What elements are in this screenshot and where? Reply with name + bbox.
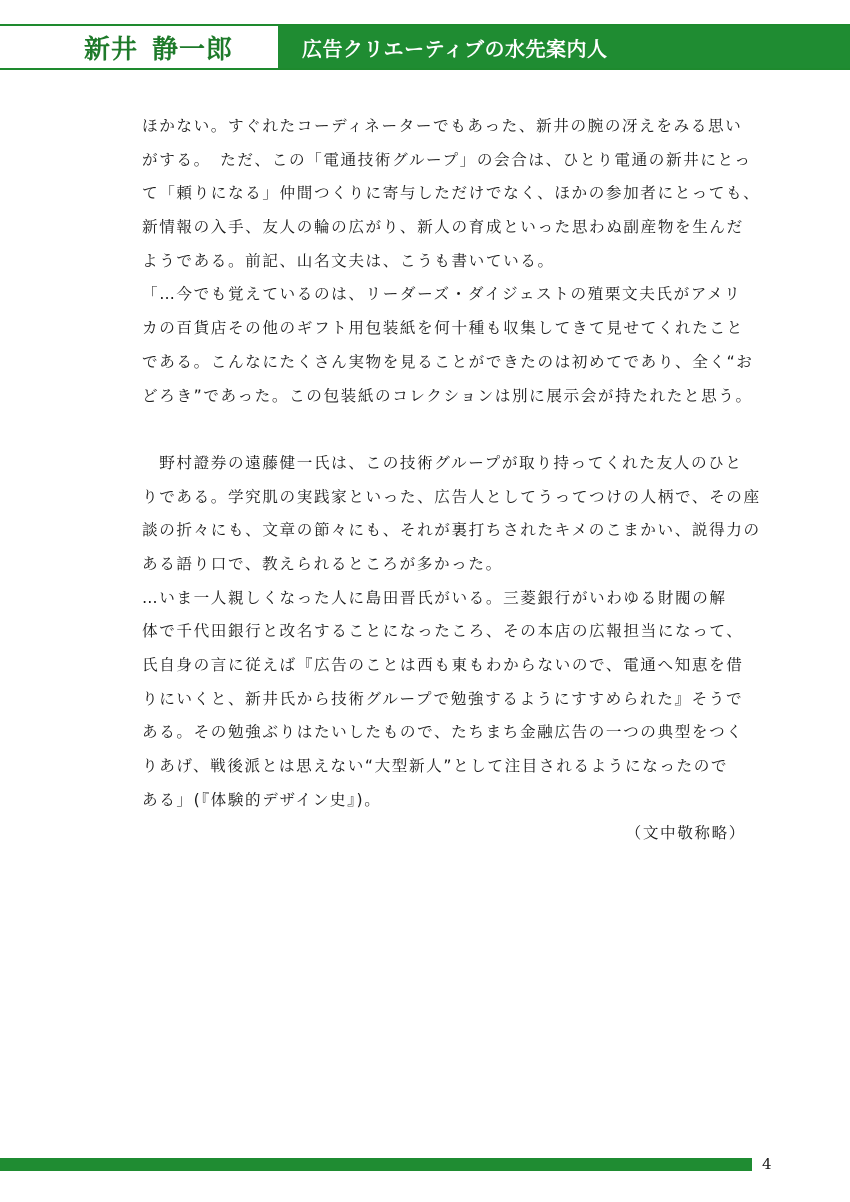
text-line: どろき”であった。この包装紙のコレクションは別に展示会が持たれたと思う。 bbox=[142, 386, 753, 405]
text-line: て「頼りになる」仲間つくりに寄与しただけでなく、ほかの参加者にとっても、 bbox=[142, 184, 761, 203]
text-line: 氏自身の言に従えば『広告のことは西も東もわからないので、電通へ知恵を借 bbox=[142, 656, 744, 674]
text-line: ある。その勉強ぶりはたいしたもので、たちまち金融広告の一つの典型をつく bbox=[142, 723, 744, 742]
page-header bbox=[0, 24, 850, 70]
text-line: 野村證券の遠藤健一氏は、この技術グループが取り持ってくれた友人のひと bbox=[142, 453, 743, 472]
paragraph-spacer bbox=[142, 413, 750, 447]
closing-note: （文中敬称略） bbox=[625, 824, 746, 843]
text-line: りである。学究肌の実践家といった、広告人としてうってつけの人柄で、その座 bbox=[142, 487, 761, 506]
text-line: りにいくと、新井氏から技術グループで勉強するようにすすめられた』そうで bbox=[142, 689, 744, 708]
text-line: ほかない。すぐれたコーディネーターでもあった、新井の腕の冴えをみる思い bbox=[142, 117, 743, 135]
text-line: …いま一人親しくなった人に島田晋氏がいる。三菱銀行がいわゆる財閥の解 bbox=[142, 588, 727, 607]
header-title-band bbox=[278, 26, 850, 68]
text-line: 「…今でも覚えているのは、リーダーズ・ダイジェストの殖栗文夫氏がアメリ bbox=[142, 285, 742, 304]
page-number: 4 bbox=[762, 1155, 772, 1173]
author-given-name: 静一郎 bbox=[152, 34, 234, 65]
text-line: ようである。前記、山名文夫は、こうも書いている。 bbox=[142, 251, 555, 270]
author-surname: 新井 bbox=[84, 34, 139, 65]
footer-bar bbox=[0, 1158, 752, 1171]
text-line: がする。 ただ、この「電通技術グループ」の会合は、ひとり電通の新井にとっ bbox=[142, 150, 752, 169]
text-line: ある」(『体験的デザイン史』)。 bbox=[142, 790, 382, 809]
text-line: りあげ、戦後派とは思えない“大型新人”として注目されるようになったので bbox=[142, 757, 729, 776]
text-line: ある語り口で、教えられるところが多かった。 bbox=[142, 554, 503, 573]
text-line: 体で千代田銀行と改名することになったころ、その本店の広報担当になって、 bbox=[142, 622, 744, 641]
text-line: 新情報の入手、友人の輪の広がり、新人の育成といった思わぬ副産物を生んだ bbox=[142, 218, 744, 237]
text-line: である。こんなにたくさん実物を見ることができたのは初めてであり、全く“お bbox=[142, 352, 754, 371]
text-line: 談の折々にも、文章の節々にも、それが裏打ちされたキメのこまかい、説得力の bbox=[142, 521, 761, 540]
author-name bbox=[0, 26, 278, 68]
text-line: カの百貨店その他のギフト用包装紙を何十種も収集してきて見せてくれたこと bbox=[142, 319, 744, 338]
article-body bbox=[142, 110, 761, 851]
page-title: 広告クリエーティブの水先案内人 bbox=[302, 36, 608, 61]
